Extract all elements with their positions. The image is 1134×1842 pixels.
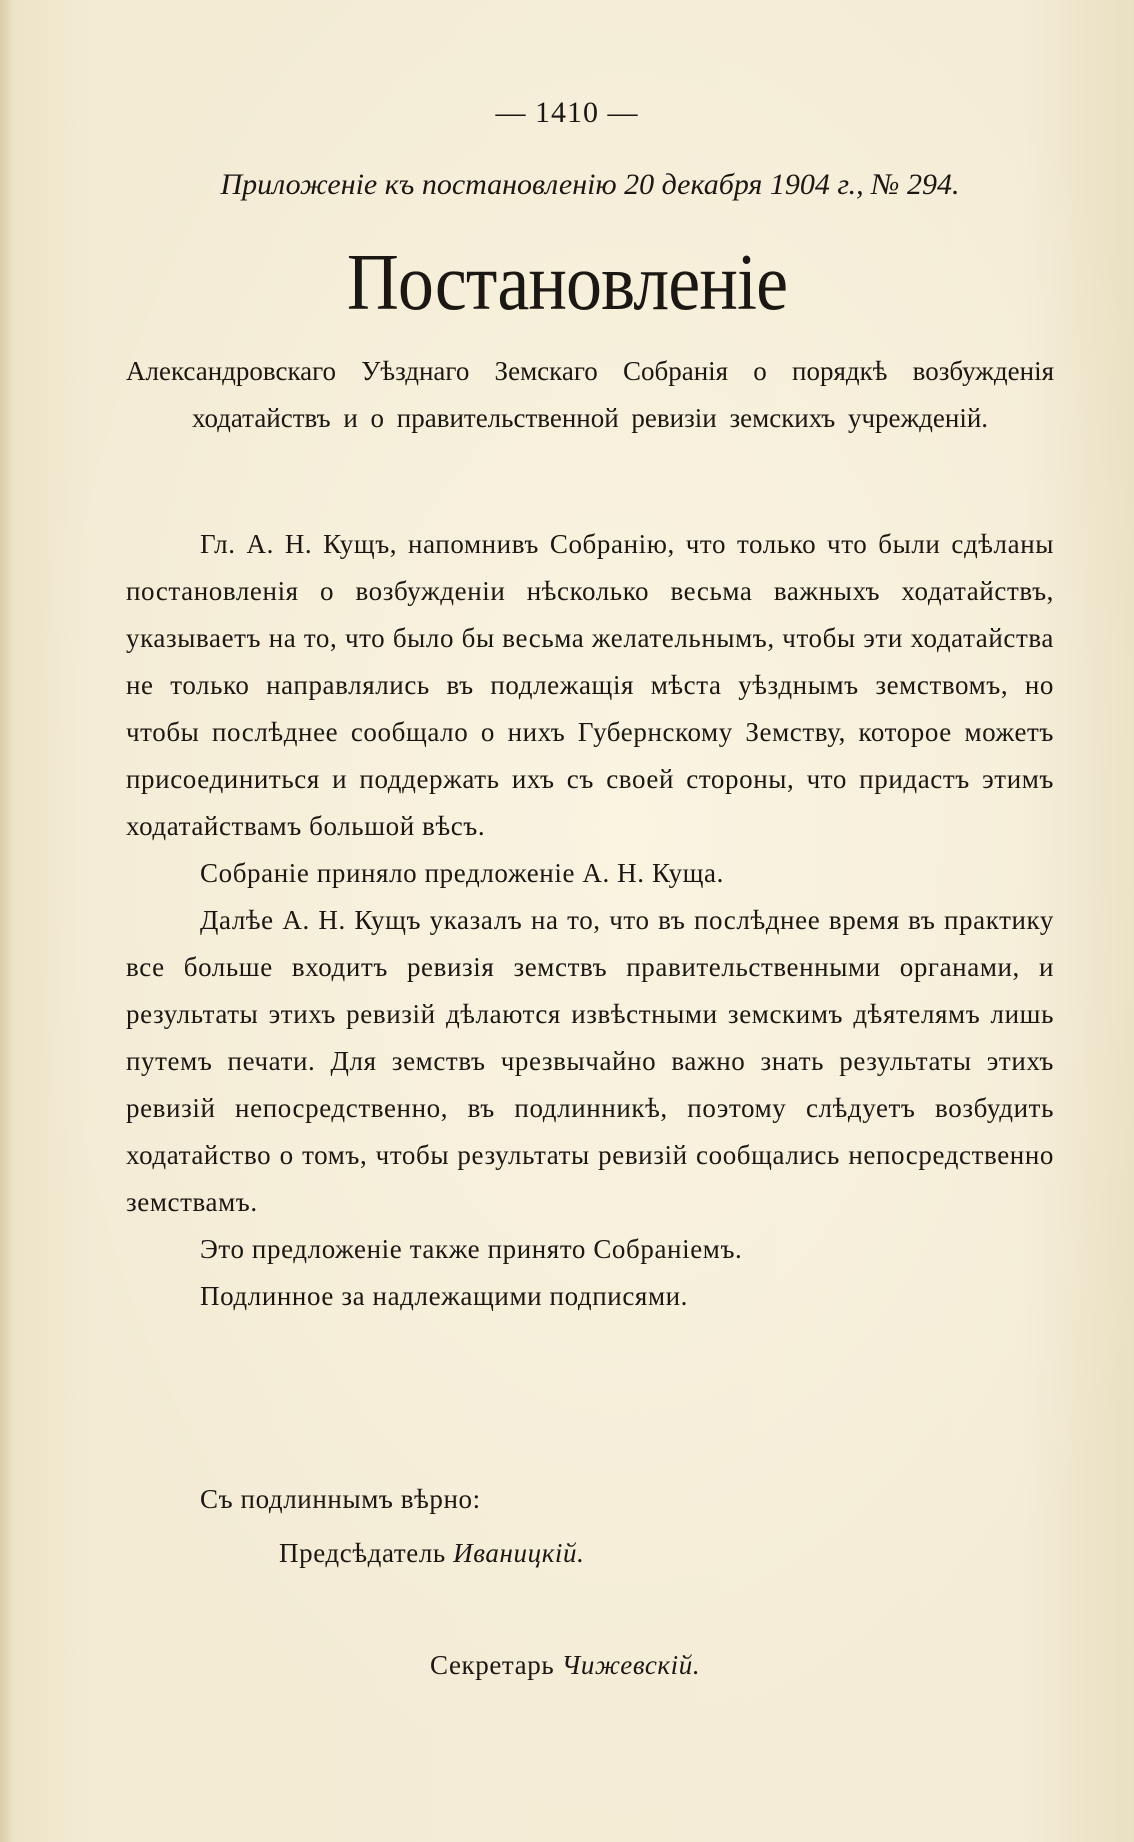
annex-line: Приложенiе къ постановленiю 20 декабря 1904 г., № 294. [220,168,960,201]
document-title: Постановленiе [346,239,788,327]
paragraph: Собранiе приняло предложенiе А. Н. Куща. [200,858,724,888]
document-body [126,521,1054,1320]
page-edge-shadow [0,0,14,1842]
paragraph: Далѣе А. Н. Кущъ указалъ на то, что въ послѣднее время въ практику все больше входитъ ревизiя земствъ правительственными органами, и результаты этихъ ревизiй дѣлаются извѣстными земскимъ дѣятелямъ лишь путемъ печати. Для земствъ чрезвычайно важно знать результаты этихъ ревизiй непосредственно, въ подлинникѣ, поэтому слѣдуетъ возбудить ходатайство о томъ, чтобы результаты ревизiй сообщались непосредственно земствамъ. [126,905,1054,1217]
chairman-line [279,1538,584,1569]
chairman-role: Предсѣдатель [279,1538,446,1568]
attestation-line: Съ подлиннымъ вѣрно: [200,1484,481,1514]
paragraph: Гл. А. Н. Кущъ, напомнивъ Собранiю, что только что были сдѣланы постановленiя о возбужденiи нѣсколько весьма важныхъ ходатайствъ, указываетъ на то, что было бы весьма желательнымъ, чтобы эти ходатайства не только направлялись въ подлежащiя мѣста уѣзднымъ земствомъ, но чтобы послѣднее сообщало о нихъ Губернскому Земству, которое можетъ присоединиться и поддержать ихъ съ своей стороны, что придастъ этимъ ходатайствамъ большой вѣсъ. [126,529,1054,841]
secretary-line [430,1650,700,1681]
paragraph: Это предложенiе также принято Собранiемъ. [200,1234,743,1264]
secretary-role: Секретарь [430,1650,555,1680]
secretary-name: Чижевскiй. [561,1650,701,1680]
chairman-name: Иваницкiй. [453,1538,585,1568]
paragraph: Подлинное за надлежащими подписями. [200,1281,689,1311]
page-number: — 1410 — [495,96,639,129]
document-subtitle: Александровскаго Уѣзднаго Земскаго Собранiя о порядкѣ возбужденiя ходатайствъ и о правительственной ревизiи земскихъ учрежденiй. [126,356,1054,433]
